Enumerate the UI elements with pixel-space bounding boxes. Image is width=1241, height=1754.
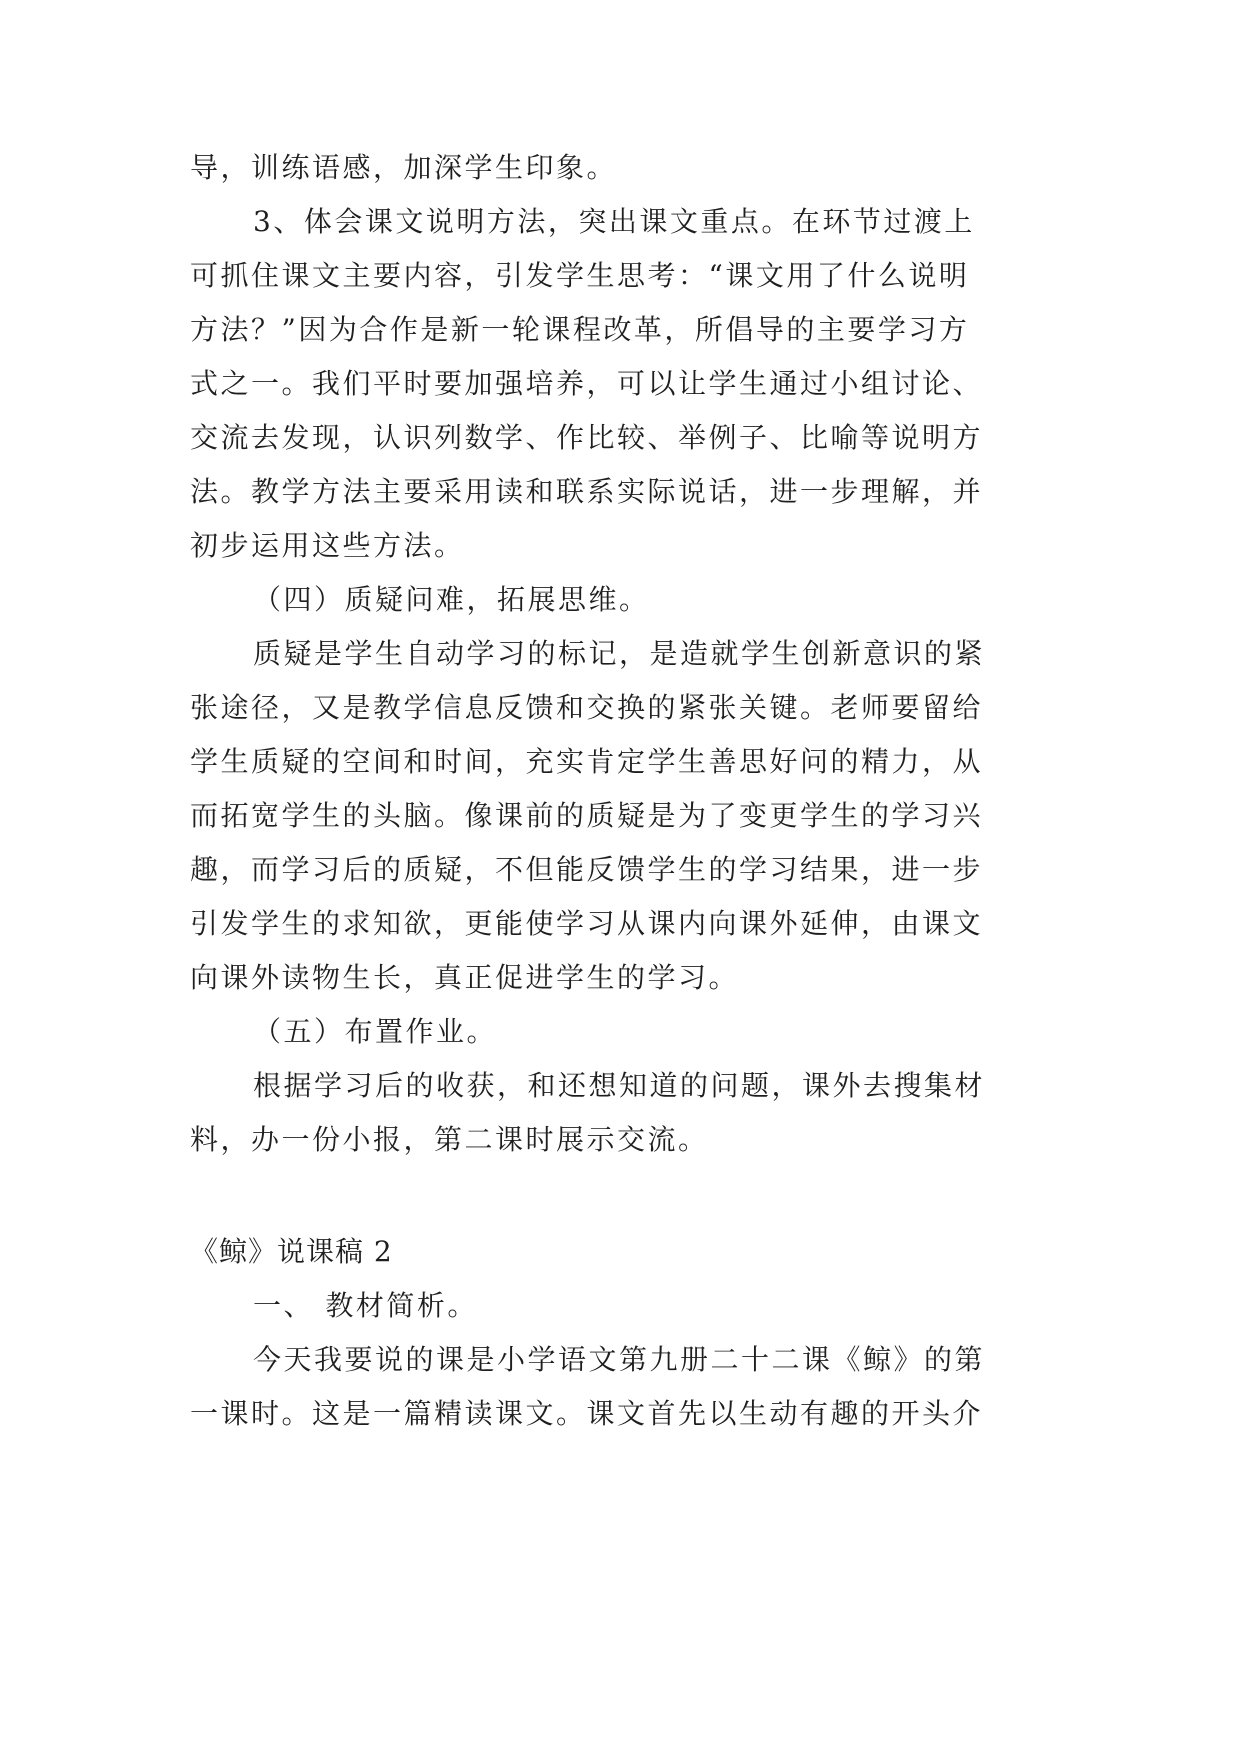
text-line: 导，训练语感，加深学生印象。 bbox=[190, 151, 618, 184]
text-line: 法。教学方法主要采用读和联系实际说话，进一步理解，并 bbox=[190, 475, 984, 508]
text-line: 初步运用这些方法。 bbox=[190, 529, 465, 562]
text-line: 根据学习后的收获，和还想知道的问题，课外去搜集材 bbox=[253, 1069, 986, 1102]
text-line: 交流去发现，认识列数学、作比较、举例子、比喻等说明方 bbox=[190, 421, 984, 454]
text-line: 向课外读物生长，真正促进学生的学习。 bbox=[190, 961, 740, 994]
text-line: 可抓住课文主要内容，引发学生思考：“课文用了什么说明 bbox=[190, 259, 970, 292]
section-heading: （五）布置作业。 bbox=[253, 1015, 498, 1048]
section-heading: 一、 教材简析。 bbox=[253, 1289, 478, 1322]
document-title: 《鲸》说课稿 2 bbox=[190, 1235, 393, 1268]
text-line: 料，办一份小报，第二课时展示交流。 bbox=[190, 1123, 709, 1156]
text-line: 张途径，又是教学信息反馈和交换的紧张关键。老师要留给 bbox=[190, 691, 984, 724]
text-line: 而拓宽学生的头脑。像课前的质疑是为了变更学生的学习兴 bbox=[190, 799, 984, 832]
text-line: 引发学生的求知欲，更能使学习从课内向课外延伸，由课文 bbox=[190, 907, 984, 940]
text-line: 3、体会课文说明方法，突出课文重点。在环节过渡上 bbox=[253, 205, 975, 238]
section-heading: （四）质疑问难，拓展思维。 bbox=[253, 583, 650, 616]
text-line: 质疑是学生自动学习的标记，是造就学生创新意识的紧 bbox=[253, 637, 986, 670]
text-line: 趣，而学习后的质疑，不但能反馈学生的学习结果，进一步 bbox=[190, 853, 984, 886]
text-line: 式之一。我们平时要加强培养，可以让学生通过小组讨论、 bbox=[190, 367, 984, 400]
text-line: 学生质疑的空间和时间，充实肯定学生善思好问的精力，从 bbox=[190, 745, 984, 778]
text-line: 一课时。这是一篇精读课文。课文首先以生动有趣的开头介 bbox=[190, 1397, 984, 1430]
text-line: 今天我要说的课是小学语文第九册二十二课《鲸》的第 bbox=[253, 1343, 986, 1376]
text-line: 方法？”因为合作是新一轮课程改革，所倡导的主要学习方 bbox=[190, 313, 970, 346]
